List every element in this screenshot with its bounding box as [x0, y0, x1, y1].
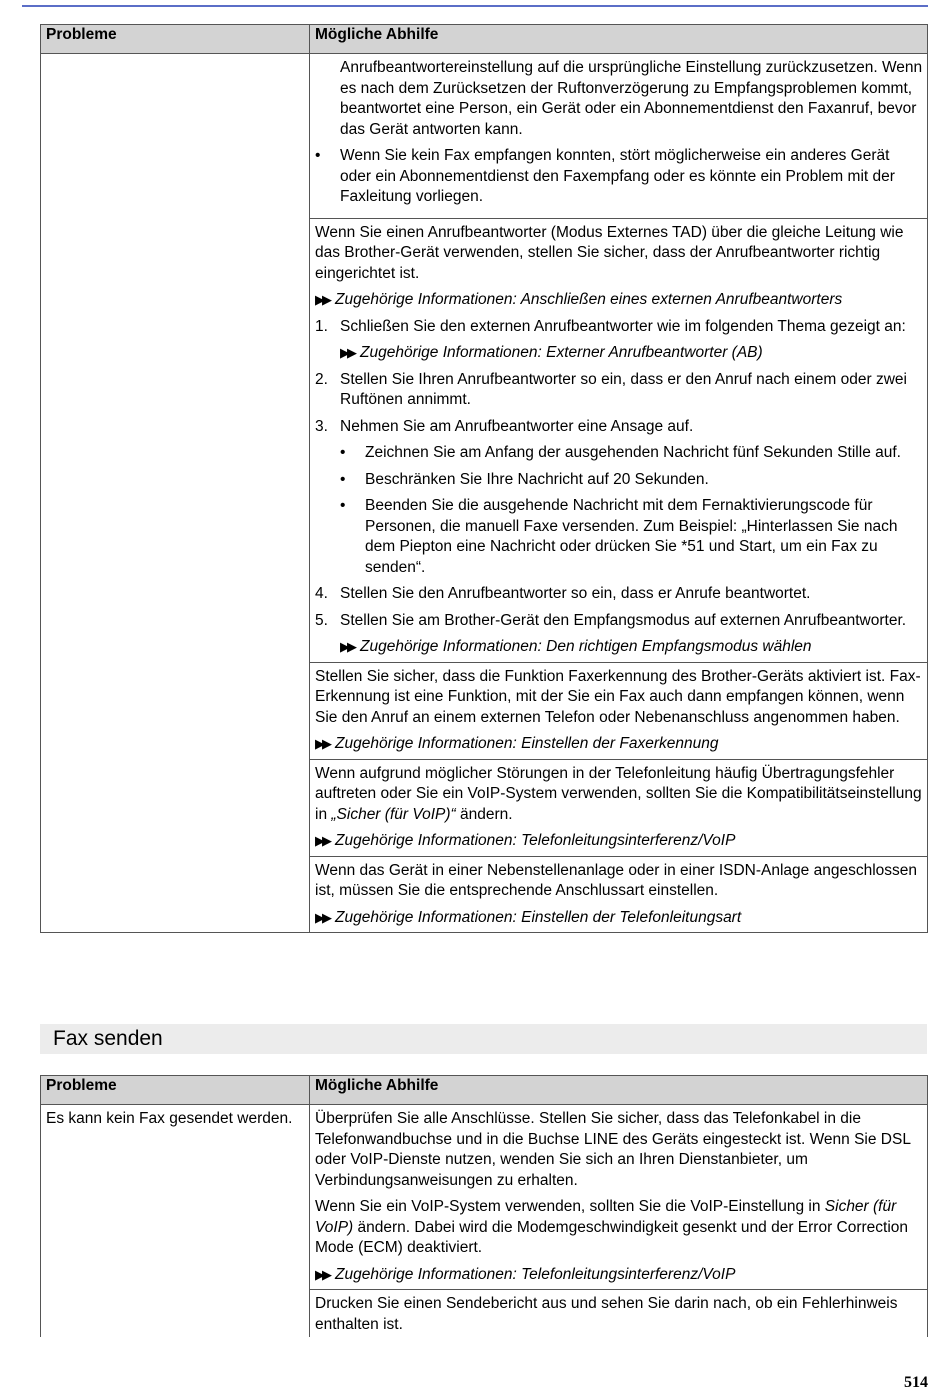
list-item: • Zeichnen Sie am Anfang der ausgehenden Nachricht fünf Sekunden Stille auf.: [340, 443, 923, 464]
double-arrow-icon: ▶▶: [315, 1266, 329, 1282]
related-info-link[interactable]: ▶▶ Zugehörige Informationen: Einstellen der Telefonleitungsart: [315, 908, 742, 926]
remedy-cell: [310, 1290, 928, 1338]
step-3: 3. Nehmen Sie am Anrufbeantworter eine Ansage auf.: [315, 417, 694, 435]
remedy-text: Wenn aufgrund möglicher Störungen in der Telefonleitung häufig Übertragungsfehler auftreten oder Sie ein VoIP-System verwenden, sollten Sie die Kompatibilitätseinstellung in „Sicher (für VoIP)“ ändern.: [315, 764, 922, 823]
bullet-icon: •: [340, 444, 346, 461]
problem-cell: Es kann kein Fax gesendet werden.: [41, 1105, 310, 1338]
remedy-text: Drucken Sie einen Sendebericht aus und sehen Sie darin nach, ob ein Fehlerhinweis enthalten ist.: [315, 1295, 898, 1333]
list-item: • Beschränken Sie Ihre Nachricht auf 20 Sekunden.: [340, 470, 923, 491]
bullet-icon: •: [315, 147, 321, 164]
header-remedy: Mögliche Abhilfe: [310, 25, 928, 54]
step-1: 1. Schließen Sie den externen Anrufbeantworter wie im folgenden Thema gezeigt an:: [315, 317, 906, 335]
remedy-text: Überprüfen Sie alle Anschlüsse. Stellen Sie sicher, dass das Telefonkabel in die Telefonwandbuchse und in die Buchse LINE des Geräts eingesteckt ist. Wenn Sie DSL oder VoIP-Dienste nutzen, wenden Sie sich an Ihren Dienstanbieter, um Verbindungsanweisungen zu erhalten.: [315, 1110, 911, 1189]
double-arrow-icon: ▶▶: [315, 736, 329, 751]
related-info-link[interactable]: ▶▶ Zugehörige Informationen: Den richtigen Empfangsmodus wählen: [340, 638, 812, 655]
header-problems: Probleme: [41, 25, 310, 54]
related-info-link[interactable]: ▶▶ Zugehörige Informationen: Anschließen eines externen Anrufbeantworters: [315, 291, 843, 308]
remedy-text: Wenn Sie ein VoIP-System verwenden, sollten Sie die VoIP-Einstellung in Sicher (für VoIP) ändern. Dabei wird die Modemgeschwindigkeit gesenkt und der Error Correction Mode (ECM) deaktiviert.: [315, 1198, 909, 1256]
remedy-text: Wenn das Gerät in einer Nebenstellenanlage oder in einer ISDN-Anlage angeschlossen ist, müssen Sie die entsprechende Anschlussart einstellen.: [315, 861, 918, 899]
bullet-icon: •: [340, 470, 346, 488]
remedy-text: Stellen Sie sicher, dass die Funktion Faxerkennung des Brother-Geräts aktiviert ist. Fax-Erkennung ist eine Funktion, mit der Sie ein Fax auch dann empfangen können, wenn Sie den Anruf an einem externen Telefon oder Nebenanschluss angenommen haben.: [315, 667, 921, 726]
header-problems: Probleme: [41, 1076, 310, 1105]
header-remedy: Mögliche Abhilfe: [310, 1076, 928, 1105]
related-info-link[interactable]: ▶▶ Zugehörige Informationen: Externer Anrufbeantworter (AB): [340, 344, 763, 361]
continued-paragraph: Anrufbeantwortereinstellung auf die ursprüngliche Einstellung zurückzusetzen. Wenn es nach dem Zurücksetzen der Ruftonverzögerung zu Empfangsproblemen kommt, beantwortet eine Person, ein Gerät oder ein Abonnementdienst den Faxanruf, bevor das Gerät antworten kann.: [340, 59, 923, 138]
bullet-icon: •: [340, 497, 346, 514]
related-info-link[interactable]: ▶▶ Zugehörige Informationen: Telefonleitungsinterferenz/VoIP: [315, 832, 736, 849]
step-2: 2. Stellen Sie Ihren Anrufbeantworter so ein, dass er den Anruf nach einem oder zwei Ruftönen annimmt.: [315, 370, 907, 408]
double-arrow-icon: ▶▶: [315, 909, 329, 925]
send-troubleshooting-table: [40, 1075, 928, 1337]
double-arrow-icon: ▶▶: [340, 345, 354, 360]
related-info-link[interactable]: ▶▶ Zugehörige Informationen: Einstellen der Faxerkennung: [315, 735, 719, 752]
remedy-intro: Wenn Sie einen Anrufbeantworter (Modus Externes TAD) über die gleiche Leitung wie das Brother-Gerät verwenden, stellen Sie sicher, dass der Anrufbeantworter richtig eingerichtet ist.: [315, 223, 904, 282]
step-4: 4. Stellen Sie den Anrufbeantworter so ein, dass er Anrufe beantwortet.: [315, 585, 811, 602]
list-item: • Beenden Sie die ausgehende Nachricht mit dem Fernaktivierungscode für Personen, die manuell Faxe versenden. Zum Beispiel: „Hinterlassen Sie nach dem Piepton eine Nachricht oder drücken Sie *51 und Start, um ein Fax zu senden“.: [340, 497, 898, 576]
list-item: • Wenn Sie kein Fax empfangen konnten, stört möglicherweise ein anderes Gerät oder ein Abonnementdienst den Faxempfang oder es könnte ein Problem mit der Faxleitung vorliegen.: [315, 147, 895, 205]
table-row: [41, 1105, 928, 1290]
related-info-link[interactable]: ▶▶ Zugehörige Informationen: Telefonleitungsinterferenz/VoIP: [315, 1265, 736, 1283]
section-title: Fax senden: [53, 1027, 163, 1050]
table-header-row: [41, 1076, 928, 1105]
page-number: 514: [904, 1374, 928, 1391]
remedy-cell: [310, 1105, 928, 1290]
double-arrow-icon: ▶▶: [315, 292, 329, 307]
step-5: 5. Stellen Sie am Brother-Gerät den Empfangsmodus auf externen Anrufbeantworter.: [315, 611, 907, 629]
double-arrow-icon: ▶▶: [315, 833, 329, 848]
double-arrow-icon: ▶▶: [340, 639, 354, 654]
